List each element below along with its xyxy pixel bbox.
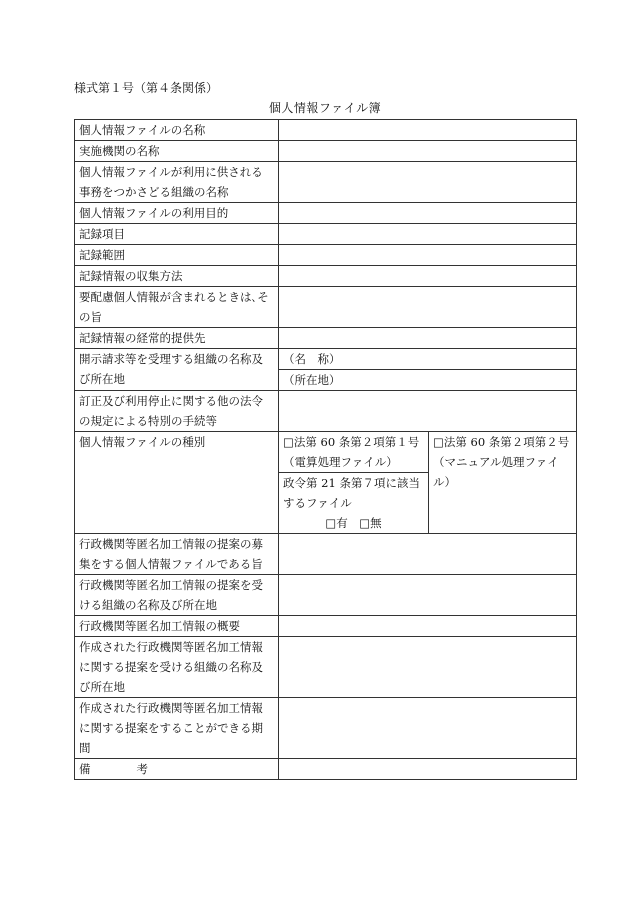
remarks-char: 備: [79, 762, 91, 776]
label-correction-procedure: [75, 391, 279, 432]
label-line: び所在地: [79, 372, 125, 386]
remarks-char: 考: [136, 762, 148, 776]
label-line: の旨: [79, 310, 102, 324]
label-line: 作成された行政機関等匿名加工情報: [79, 701, 263, 715]
value-record-items[interactable]: [279, 224, 577, 245]
label-line: 行政機関等匿名加工情報の提案を受: [79, 578, 263, 592]
personal-info-file-register-table: [74, 119, 577, 780]
label-record-scope: 記録範囲: [75, 245, 279, 266]
label-file-name: 個人情報ファイルの名称: [75, 120, 279, 141]
label-line: に関する提案を受ける組織の名称及: [79, 660, 263, 674]
label-line: 個人情報ファイルが利用に供される: [79, 165, 263, 179]
table-row: [75, 432, 577, 473]
label-organization: [75, 162, 279, 203]
label-line: 開示請求等を受理する組織の名称及: [79, 352, 263, 366]
value-anon-receiver[interactable]: [279, 575, 577, 616]
table-row: [75, 637, 577, 698]
value-recipients[interactable]: [279, 328, 577, 349]
label-line: 間: [79, 741, 91, 755]
label-proposal-period: [75, 698, 279, 759]
checkbox-sublabel: （マニュアル処理ファイ: [433, 455, 559, 469]
label-line: 事務をつかさどる組織の名称: [79, 185, 229, 199]
table-row: [75, 698, 577, 759]
value-record-scope[interactable]: [279, 245, 577, 266]
label-anon-summary: 行政機関等匿名加工情報の概要: [75, 616, 279, 637]
label-line: に関する提案をすることができる期: [79, 721, 263, 735]
checkbox-sublabel: （電算処理ファイル）: [283, 455, 398, 469]
table-row: [75, 287, 577, 328]
value-file-name[interactable]: [279, 120, 577, 141]
checkbox-label: □法第 60 条第２項第２号: [433, 435, 570, 449]
table-row: [75, 616, 577, 637]
label-agency: 実施機関の名称: [75, 141, 279, 162]
value-sensitive-info[interactable]: [279, 287, 577, 328]
label-anon-offer: [75, 534, 279, 575]
value-anon-summary[interactable]: [279, 616, 577, 637]
table-row: [75, 141, 577, 162]
table-row: [75, 224, 577, 245]
value-agency[interactable]: [279, 141, 577, 162]
label-line: 訂正及び利用停止に関する他の法令: [79, 394, 263, 408]
value-created-anon-org[interactable]: [279, 637, 577, 698]
value-purpose[interactable]: [279, 203, 577, 224]
label-purpose: 個人情報ファイルの利用目的: [75, 203, 279, 224]
table-row: [75, 391, 577, 432]
yes-no-checkboxes[interactable]: □有 □無: [325, 516, 382, 530]
file-type-option-manual[interactable]: [429, 432, 577, 534]
label-line: 作成された行政機関等匿名加工情報: [79, 640, 263, 654]
table-row: [75, 575, 577, 616]
label-file-type: 個人情報ファイルの種別: [75, 432, 279, 534]
label-line: 行政機関等匿名加工情報の提案の募: [79, 537, 263, 551]
label-remarks: [75, 759, 279, 780]
table-row: [75, 328, 577, 349]
table-row: [75, 162, 577, 203]
form-number: 様式第１号（第４条関係）: [74, 81, 219, 95]
table-row: [75, 203, 577, 224]
table-row: [75, 120, 577, 141]
applicability-label: 政令第 21 条第７項に該当: [283, 476, 420, 490]
value-anon-offer[interactable]: [279, 534, 577, 575]
label-disclosure-org: [75, 349, 279, 391]
table-row: [75, 759, 577, 780]
label-anon-receiver: [75, 575, 279, 616]
value-organization[interactable]: [279, 162, 577, 203]
checkbox-sublabel: ル）: [433, 475, 456, 489]
applicability-label: するファイル: [283, 496, 352, 510]
value-disclosure-name[interactable]: （名 称）: [279, 349, 577, 370]
label-line: 集をする個人情報ファイルである旨: [79, 557, 263, 571]
value-remarks[interactable]: [279, 759, 577, 780]
table-row: [75, 266, 577, 287]
label-line: び所在地: [79, 680, 125, 694]
form-title: 個人情報ファイル簿: [268, 101, 382, 115]
file-type-option-electronic[interactable]: [279, 432, 429, 473]
value-disclosure-address[interactable]: （所在地）: [279, 370, 577, 391]
label-line: の規定による特別の手続等: [79, 414, 217, 428]
label-sensitive-info: [75, 287, 279, 328]
label-line: 要配慮個人情報が含まれるときは､そ: [79, 290, 269, 304]
value-collection-method[interactable]: [279, 266, 577, 287]
value-proposal-period[interactable]: [279, 698, 577, 759]
label-collection-method: 記録情報の収集方法: [75, 266, 279, 287]
table-row: [75, 245, 577, 266]
cabinet-order-applicability: [279, 473, 429, 534]
label-line: ける組織の名称及び所在地: [79, 598, 217, 612]
label-created-anon-org: [75, 637, 279, 698]
table-row: [75, 349, 577, 370]
checkbox-label: □法第 60 条第２項第１号: [283, 435, 420, 449]
value-correction-procedure[interactable]: [279, 391, 577, 432]
table-row: [75, 534, 577, 575]
label-recipients: 記録情報の経常的提供先: [75, 328, 279, 349]
label-record-items: 記録項目: [75, 224, 279, 245]
